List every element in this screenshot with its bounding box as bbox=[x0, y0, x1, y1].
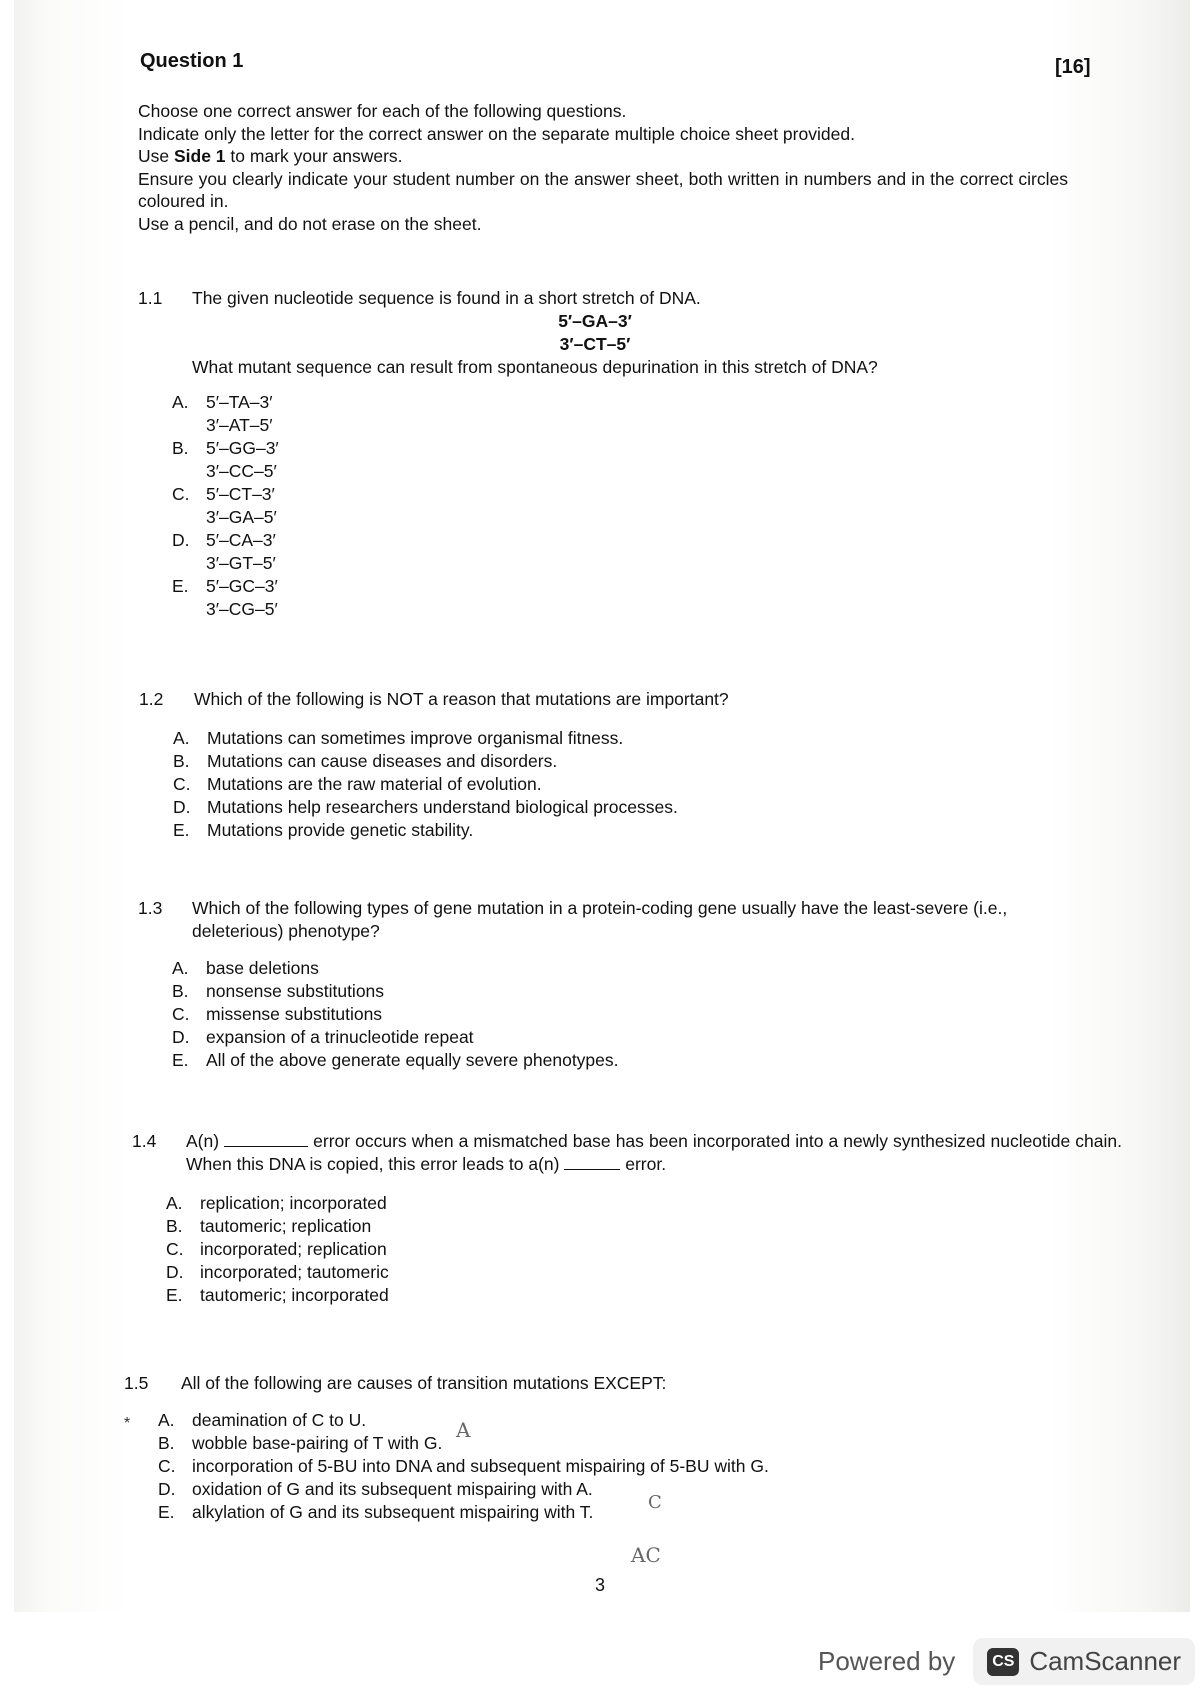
option-b bbox=[158, 1432, 1024, 1455]
question-number: 1.3 bbox=[138, 898, 163, 918]
option-letter: C. bbox=[158, 1456, 176, 1476]
camscanner-watermark bbox=[818, 1638, 1195, 1685]
option-text: Mutations can cause diseases and disorders. bbox=[207, 751, 558, 771]
option-d-line2: 3′–GT–5′ bbox=[206, 553, 276, 573]
sequence-top: 5′–GA–3′ bbox=[558, 311, 632, 331]
question-heading: Question 1 bbox=[140, 50, 244, 72]
camscanner-logo-icon: CS bbox=[987, 1648, 1019, 1676]
option-a bbox=[172, 957, 1098, 980]
instruction-line: Use a pencil, and do not erase on the sheet. bbox=[138, 213, 482, 234]
camscanner-badge bbox=[973, 1638, 1195, 1685]
question-text-part: error. bbox=[625, 1154, 667, 1174]
question-1-4 bbox=[132, 1130, 1122, 1307]
option-text: Mutations are the raw material of evolution. bbox=[207, 774, 542, 794]
instruction-text: Use bbox=[138, 146, 174, 166]
option-text: tautomeric; replication bbox=[200, 1216, 372, 1236]
question-1-3 bbox=[138, 897, 1098, 1072]
option-letter: E. bbox=[172, 576, 189, 596]
option-text: 5′–GG–3′ bbox=[206, 438, 279, 458]
question-number: 1.2 bbox=[139, 689, 164, 709]
option-e bbox=[158, 1501, 1024, 1524]
question-1-2 bbox=[139, 688, 999, 842]
option-text: expansion of a trinucleotide repeat bbox=[206, 1027, 474, 1047]
option-text: incorporated; replication bbox=[200, 1239, 387, 1259]
option-e bbox=[172, 575, 998, 598]
option-text: wobble base-pairing of T with G. bbox=[192, 1433, 443, 1453]
option-letter: C. bbox=[173, 774, 191, 794]
option-d bbox=[166, 1261, 1122, 1284]
question-prompt: What mutant sequence can result from spontaneous depurination in this stretch of DNA? bbox=[192, 357, 878, 377]
option-b bbox=[173, 750, 999, 773]
options-list bbox=[172, 391, 998, 621]
option-text: 5′–GC–3′ bbox=[206, 576, 278, 596]
instruction-line: Ensure you clearly indicate your student number on the answer sheet, both written in numbers and in the correct circles coloured in. bbox=[138, 168, 1068, 211]
option-d bbox=[172, 529, 998, 552]
option-letter: C. bbox=[166, 1239, 184, 1259]
option-text: alkylation of G and its subsequent mispairing with T. bbox=[192, 1502, 594, 1522]
option-letter: B. bbox=[172, 981, 189, 1001]
option-c bbox=[172, 1003, 1098, 1026]
answer-blank bbox=[564, 1155, 620, 1170]
instructions bbox=[138, 100, 1068, 235]
option-letter: D. bbox=[173, 797, 191, 817]
option-text: tautomeric; incorporated bbox=[200, 1285, 389, 1305]
option-text: Mutations provide genetic stability. bbox=[207, 820, 474, 840]
question-text: The given nucleotide sequence is found in a short stretch of DNA. bbox=[192, 288, 701, 308]
option-e bbox=[173, 819, 999, 842]
option-b bbox=[172, 437, 998, 460]
sequence-bottom: 3′–CT–5′ bbox=[559, 334, 631, 354]
answer-blank bbox=[224, 1132, 308, 1147]
camscanner-brand: CamScanner bbox=[1029, 1646, 1182, 1676]
page-number: 3 bbox=[595, 1575, 606, 1595]
question-text: Which of the following types of gene mutation in a protein-coding gene usually have the least-severe (i.e., deleterious) phenotype? bbox=[192, 898, 1008, 941]
question-marks: [16] bbox=[1055, 56, 1091, 78]
option-text: All of the above generate equally severe phenotypes. bbox=[206, 1050, 619, 1070]
option-e-line2: 3′–CG–5′ bbox=[206, 599, 278, 619]
option-letter: E. bbox=[158, 1502, 175, 1522]
option-a bbox=[173, 727, 999, 750]
question-text bbox=[186, 1130, 1122, 1176]
handwritten-c-mark: C bbox=[648, 1492, 662, 1513]
option-text: deamination of C to U. bbox=[192, 1410, 367, 1430]
instruction-bold: Side 1 bbox=[173, 146, 226, 166]
option-letter: C. bbox=[172, 484, 190, 504]
question-number: 1.1 bbox=[138, 288, 163, 308]
options-list bbox=[166, 1192, 1122, 1307]
option-d bbox=[158, 1478, 1024, 1501]
option-c bbox=[158, 1455, 1024, 1478]
option-text: 5′–TA–3′ bbox=[206, 392, 273, 412]
option-text: base deletions bbox=[206, 958, 319, 978]
handwritten-star: * bbox=[124, 1415, 131, 1432]
option-letter: D. bbox=[172, 1027, 190, 1047]
options-list bbox=[173, 727, 999, 842]
instruction-line: Choose one correct answer for each of the following questions. bbox=[138, 101, 627, 121]
option-b bbox=[166, 1215, 1122, 1238]
option-letter: A. bbox=[172, 392, 189, 412]
option-letter: B. bbox=[172, 438, 189, 458]
question-number: 1.4 bbox=[132, 1131, 157, 1151]
option-letter: A. bbox=[158, 1410, 175, 1430]
option-e bbox=[172, 1049, 1098, 1072]
option-text: Mutations help researchers understand biological processes. bbox=[207, 797, 678, 817]
option-letter: A. bbox=[166, 1193, 183, 1213]
options-list bbox=[172, 957, 1098, 1072]
option-c bbox=[173, 773, 999, 796]
option-b bbox=[172, 980, 1098, 1003]
option-a bbox=[158, 1409, 1024, 1432]
option-a bbox=[172, 391, 998, 414]
option-letter: C. bbox=[172, 1004, 190, 1024]
option-text: Mutations can sometimes improve organismal fitness. bbox=[207, 728, 624, 748]
instruction-line: Indicate only the letter for the correct answer on the separate multiple choice sheet provided. bbox=[138, 123, 855, 144]
question-1-5 bbox=[124, 1372, 1024, 1524]
option-text: replication; incorporated bbox=[200, 1193, 387, 1213]
option-a-line2: 3′–AT–5′ bbox=[206, 415, 273, 435]
option-a bbox=[166, 1192, 1122, 1215]
powered-by-text: Powered by bbox=[818, 1646, 956, 1676]
question-text-part: error occurs when a mismatched base has been incorporated into a newly synthesized nucleotide chain. When this DNA is copied, this error leads to a(n) bbox=[186, 1131, 1122, 1174]
handwritten-ac-mark: AC bbox=[631, 1543, 661, 1567]
option-letter: A. bbox=[172, 958, 189, 978]
question-text: All of the following are causes of transition mutations EXCEPT: bbox=[181, 1373, 667, 1393]
option-e bbox=[166, 1284, 1122, 1307]
option-letter: E. bbox=[172, 1050, 189, 1070]
option-d bbox=[173, 796, 999, 819]
option-letter: B. bbox=[173, 751, 190, 771]
option-letter: E. bbox=[173, 820, 190, 840]
option-text: nonsense substitutions bbox=[206, 981, 385, 1001]
option-c bbox=[166, 1238, 1122, 1261]
question-number: 1.5 bbox=[124, 1373, 149, 1393]
question-text-part: A(n) bbox=[186, 1131, 220, 1151]
instruction-text: to mark your answers. bbox=[225, 146, 403, 166]
option-letter: E. bbox=[166, 1285, 183, 1305]
option-letter: D. bbox=[158, 1479, 176, 1499]
handwritten-a-mark: A bbox=[456, 1418, 471, 1442]
question-1-1 bbox=[138, 287, 998, 621]
option-c bbox=[172, 483, 998, 506]
option-text: 5′–CA–3′ bbox=[206, 530, 276, 550]
option-letter: D. bbox=[172, 530, 190, 550]
option-letter: B. bbox=[158, 1433, 175, 1453]
option-c-line2: 3′–GA–5′ bbox=[206, 507, 277, 527]
question-text: Which of the following is NOT a reason that mutations are important? bbox=[194, 689, 729, 709]
option-text: incorporation of 5-BU into DNA and subsequent mispairing of 5-BU with G. bbox=[192, 1456, 769, 1476]
options-list bbox=[158, 1409, 1024, 1524]
option-b-line2: 3′–CC–5′ bbox=[206, 461, 277, 481]
option-text: missense substitutions bbox=[206, 1004, 383, 1024]
option-text: oxidation of G and its subsequent mispairing with A. bbox=[192, 1479, 593, 1499]
option-letter: B. bbox=[166, 1216, 183, 1236]
option-text: 5′–CT–3′ bbox=[206, 484, 275, 504]
option-letter: D. bbox=[166, 1262, 184, 1282]
option-d bbox=[172, 1026, 1098, 1049]
option-letter: A. bbox=[173, 728, 190, 748]
instruction-line bbox=[138, 145, 1068, 168]
option-text: incorporated; tautomeric bbox=[200, 1262, 389, 1282]
